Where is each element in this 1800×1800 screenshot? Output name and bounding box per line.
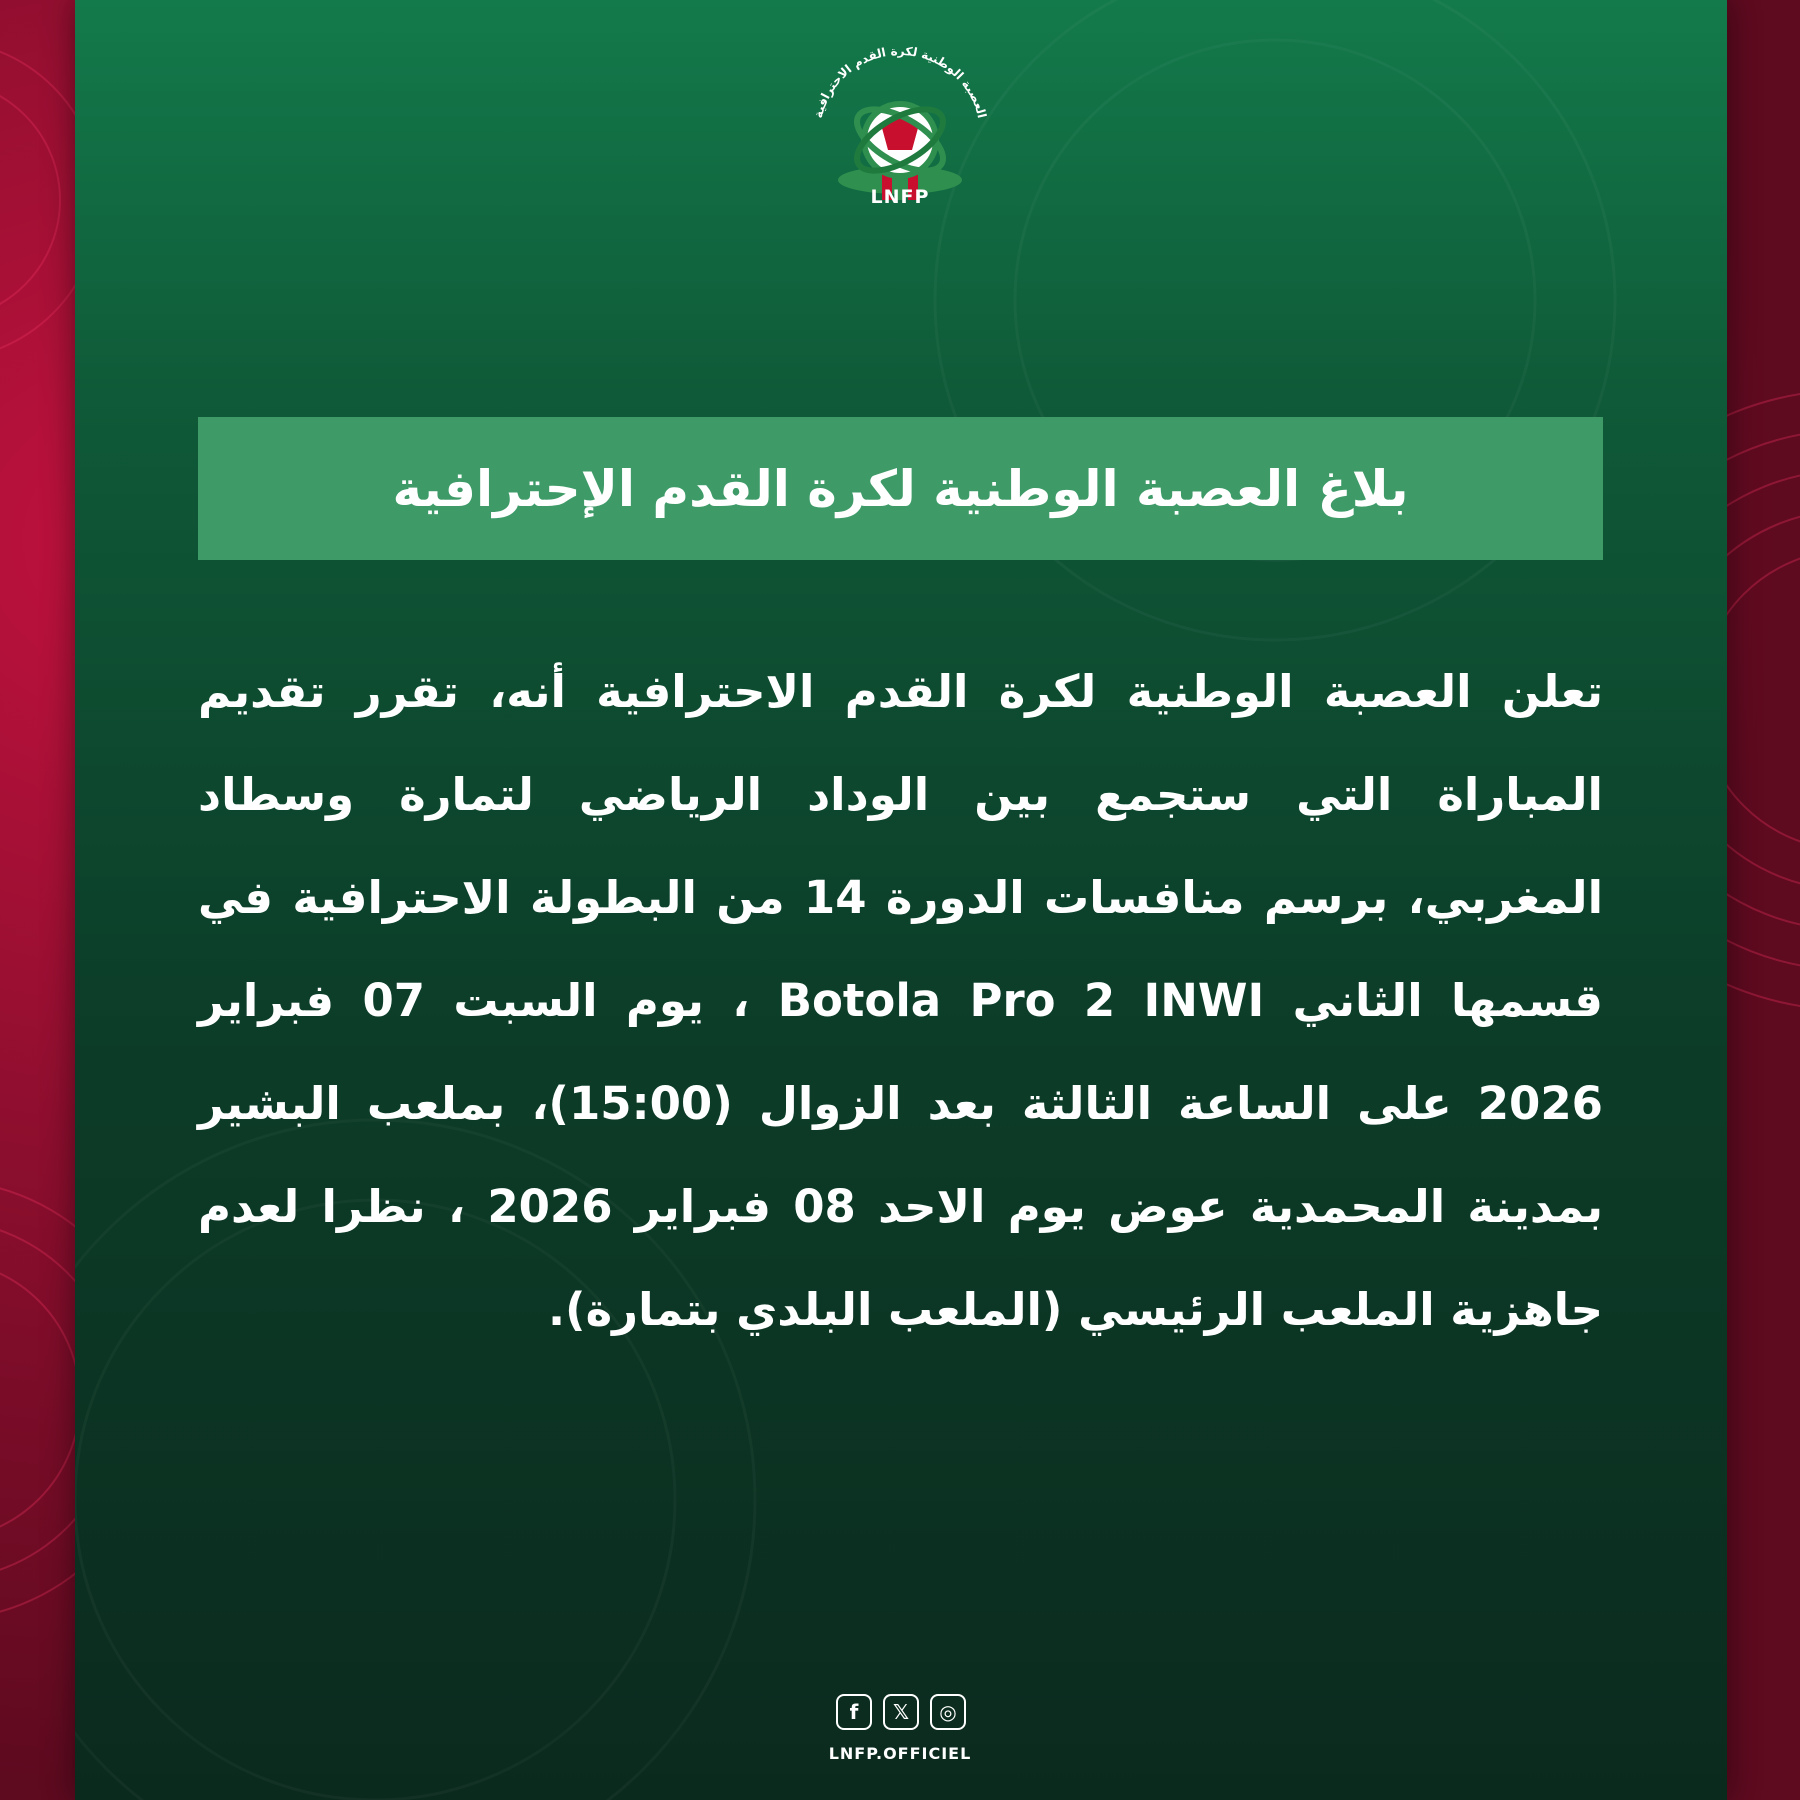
x-icon[interactable]: 𝕏: [883, 1694, 919, 1730]
instagram-icon[interactable]: ◎: [930, 1694, 966, 1730]
facebook-icon[interactable]: f: [836, 1694, 872, 1730]
announcement-body: تعلن العصبة الوطنية لكرة القدم الاحترافية أنه، تقرر تقديم المباراة التي ستجمع بين الوداد الرياضي لتمارة وسطاد المغربي، برسم منافسات الدورة 14 من البطولة الاحترافية في قسمها الثاني Botola Pro 2 INWI ، يوم السبت 07 فبراير 2026 على الساعة الثالثة بعد الزوال (15:00)، بملعب البشير بمدينة المحمدية عوض يوم الاحد 08 فبراير 2026 ، نظرا لعدم جاهزية الملعب الرئيسي (الملعب البلدي بتمارة).: [198, 665, 1603, 1336]
logo-abbreviation: LNFP: [870, 186, 930, 208]
social-links: [836, 1694, 966, 1734]
page-title: بلاغ العصبة الوطنية لكرة القدم الإحترافية: [392, 459, 1409, 518]
title-banner: [198, 417, 1603, 560]
svg-text:العصبة الوطنية لكرة القدم الاح: العصبة الوطنية لكرة القدم الاحترافية: [810, 43, 990, 120]
social-handle: LNFP.OFFICIEL: [828, 1744, 972, 1763]
